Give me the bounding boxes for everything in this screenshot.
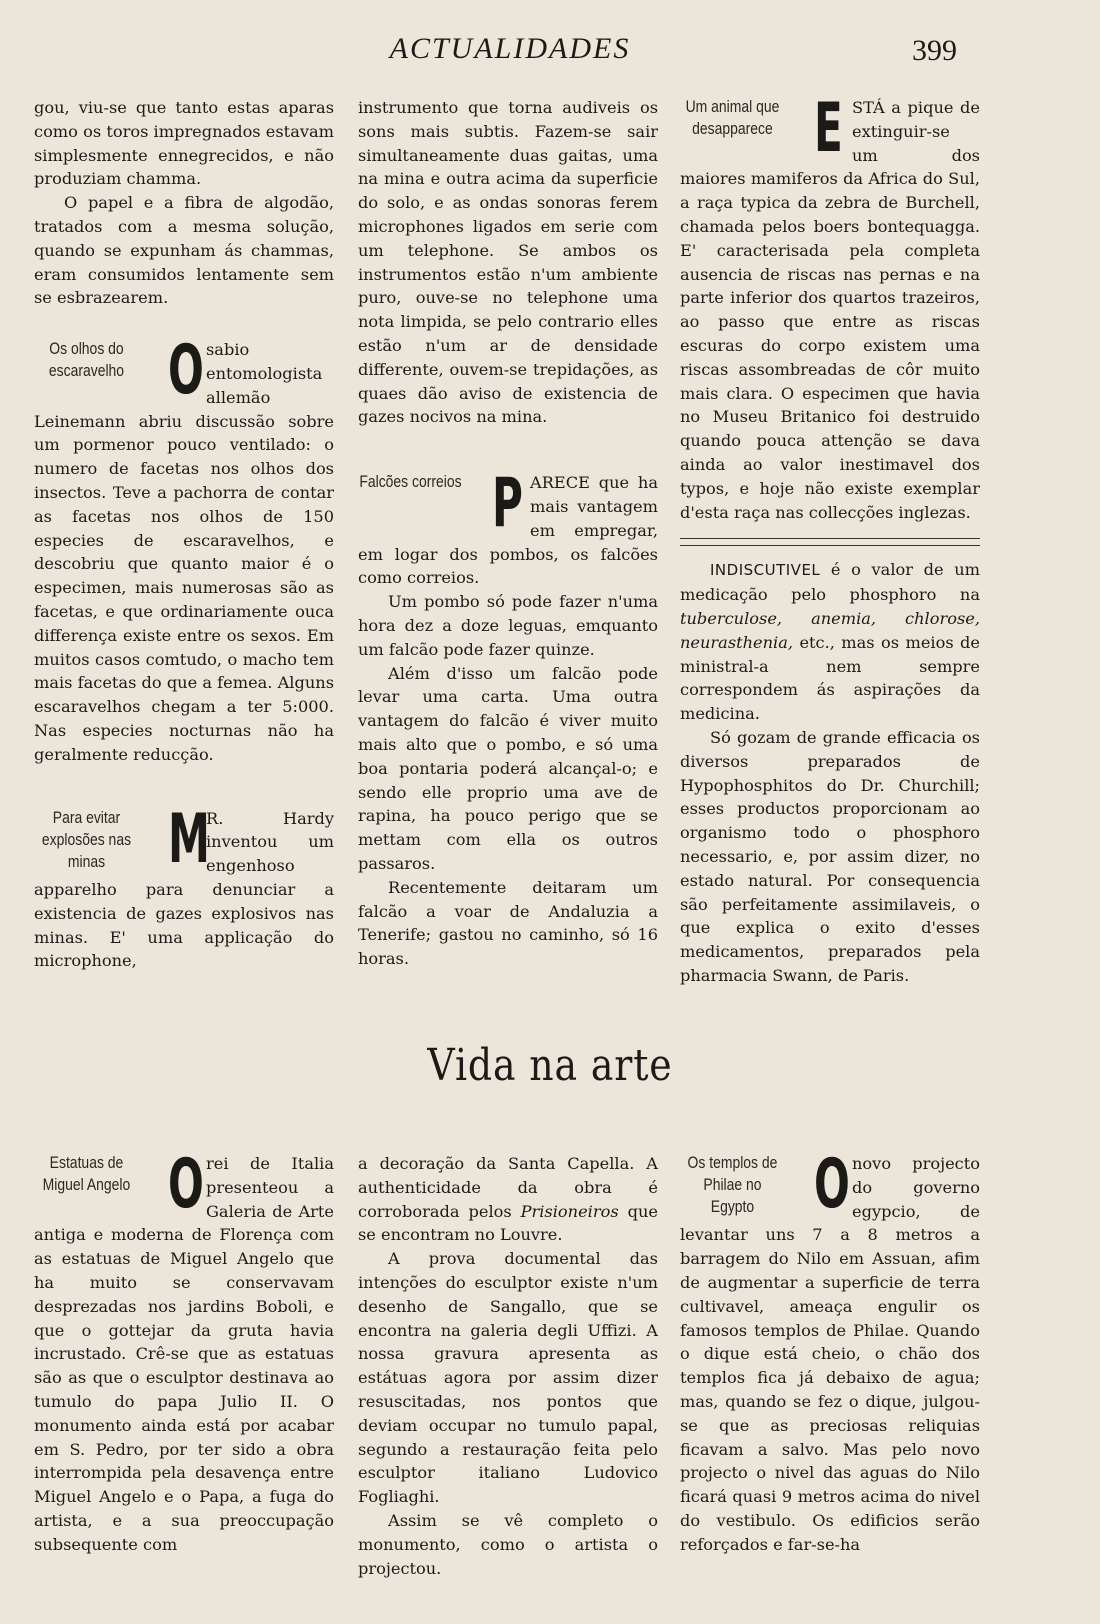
drop-cap: O bbox=[814, 1145, 850, 1224]
top-column-2 bbox=[358, 96, 658, 971]
article-side-title: Estatuas de Miguel Angelo bbox=[42, 1153, 131, 1194]
article-side-title: Os olhos do escaravelho bbox=[48, 339, 125, 381]
lead-in: R. bbox=[206, 808, 224, 828]
drop-cap: O bbox=[168, 1145, 204, 1224]
lead-in: STÁ bbox=[852, 98, 885, 117]
article-evitar-explosoes bbox=[34, 799, 334, 974]
advertisement-hypophosphitos bbox=[680, 558, 980, 987]
article-side-title: Falcões correios bbox=[359, 472, 462, 492]
ad-italic-text: tuberculose, anemia, chlorose, neurasthenia, bbox=[680, 608, 980, 652]
paragraph bbox=[358, 1152, 658, 1247]
top-column-1 bbox=[34, 96, 334, 973]
article-body: Hardy inventou um engenhoso apparelho para denunciar a existencia de gazes explosivos nas minas. E' uma applicação do microphone, bbox=[34, 808, 334, 971]
drop-cap: O bbox=[168, 331, 204, 411]
paragraph: Recentemente deitaram um falcão a voar de Andaluzia a Tenerife; gastou no caminho, só 16 horas. bbox=[358, 877, 658, 969]
article-templos-philae bbox=[680, 1145, 980, 1557]
divider-rule bbox=[680, 538, 980, 546]
drop-cap: M bbox=[168, 799, 210, 879]
bottom-column-3 bbox=[680, 1145, 980, 1557]
bottom-column-1 bbox=[34, 1145, 334, 1557]
paragraph: Um pombo só pode fazer n'uma hora dez a doze leguas, emquanto um falcão pode fazer quinze. bbox=[358, 592, 658, 659]
running-title: ACTUALIDADES bbox=[389, 32, 631, 65]
section-title: Vida na arte bbox=[427, 1040, 673, 1091]
article-olhos-escaravelho bbox=[34, 331, 334, 766]
ad-paragraph bbox=[680, 558, 980, 726]
text-run: a decoração da Santa Capella. A authenticidade da obra é corroborada pelos bbox=[358, 1154, 658, 1221]
lead-in: ARECE bbox=[530, 473, 590, 493]
paragraph: Além d'isso um falcão pode levar uma carta. Uma outra vantagem do falcão é viver muito mais alto que o pombo, e só uma boa pontaria poderá alcançal-o; e sendo elle proprio uma ave de rapina, ha pouco perigo que se mettam com ella os outros passaros. bbox=[358, 663, 658, 873]
paragraph: A prova documental das intenções do esculptor existe n'um desenho de Sangallo, que se encontra na galeria degli Uffizi. A nossa gravura apresenta as estátuas agora por assim dizer resuscitadas, nos pontos que deviam occupar no tumulo papal, segundo a restauração feita pelo esculptor italiano Ludovico Fogliaghi. bbox=[358, 1249, 658, 1507]
article-text: novo projecto do governo egypcio, de levantar uns 7 a 8 metros a barragem do Nilo em Assuan, afim de augmentar a superficie de terra cultivavel, ameaça engulir os famosos templos de Philae. Quando o dique está cheio, o chão dos templos fica já debaixo de agua; mas, quando se fez o dique, julgou-se que as preciosas reliquias ficavam a salvo. Mas pelo novo projecto o nivel das aguas do Nilo ficará quasi 9 metros acima do nivel do vestibulo. Os edificios serão reforçados e far-se-ha bbox=[680, 1154, 980, 1554]
article-estatuas-miguel-angelo bbox=[34, 1145, 334, 1557]
ad-text: é o valor de um medicação pelo phosphoro na bbox=[680, 560, 980, 605]
paragraph: Assim se vê completo o monumento, como o artista o projectou. bbox=[358, 1510, 658, 1578]
drop-cap: P bbox=[492, 464, 523, 544]
article-side-title: Os templos de Philae no Egypto bbox=[687, 1153, 778, 1216]
top-column-3 bbox=[680, 89, 980, 988]
drop-cap: E bbox=[814, 89, 843, 168]
article-text: sabio entomologista allemão Leinemann abriu discussão sobre um pormenor pouco ventilado: o numero de facetas nos olhos dos insectos. Teve a pachorra de contar as facetas nos olhos de 150 especies de escaravelhos, e descobriu que quanto maior é o especimen, mais numerosas são as facetas, e que ordinariamente ouca differença existe entre os sexos. Em muitos casos comtudo, o macho tem mais facetas do que a femea. Alguns escaravelhos chegam a ter 5:000. Nas especies nocturnas não ha geralmente reducção. bbox=[34, 340, 334, 764]
article-side-title: Um animal que desapparece bbox=[685, 97, 780, 138]
article-animal-desapparece bbox=[680, 89, 980, 524]
paragraph: gou, viu-se que tanto estas aparas como os toros impregnados estavam simplesmente ennegrecidos, e não produziam chamma. bbox=[34, 98, 334, 189]
bottom-column-2 bbox=[358, 1152, 658, 1580]
ad-lead: INDISCUTIVEL bbox=[710, 561, 821, 580]
paragraph: instrumento que torna audiveis os sons mais subtis. Fazem-se sair simultaneamente duas gaitas, uma na mina e outra acima da superficie do solo, e as ondas sonoras ferem microphones ligados em serie com um telephone. Se ambos os instrumentos estão n'um ambiente puro, ouve-se no telephone uma nota limpida, se pelo contrario elles estão n'um ar de densidade differente, ouvem-se trepidações, as quaes dão aviso de existencia de gazes nocivos na mina. bbox=[358, 98, 658, 427]
page-number: 399 bbox=[912, 34, 957, 67]
article-side-title: Para evitar explosões nas minas bbox=[41, 807, 132, 871]
paragraph: O papel e a fibra de algodão, tratados com a mesma solução, quando se expunham ás chammas, eram consumidos lentamente sem se esbrazearem. bbox=[34, 193, 334, 308]
text-run: que se encontram no Louvre. bbox=[358, 1201, 658, 1245]
ad-paragraph: Só gozam de grande efficacia os diversos preparados de Hypophosphitos do Dr. Churchill; esses productos proporcionam ao organismo todo o phosphoro necessario, e, por assim dizer, no estado natural. Por consequencia são perfeitamente assimilaveis, o que explica o exito d'esses medicamentos, preparados pela pharmacia Swann, de Paris. bbox=[680, 727, 980, 985]
italic-title: Prisioneiros bbox=[520, 1201, 619, 1221]
article-body: a pique de extinguir-se um dos maiores mamiferos da Africa do Sul, a raça typica da zebra de Burchell, chamada pelos boers bontequagga. E' caracterisada pela completa ausencia de riscas nas pernas e na parte inferior dos quartos trazeiros, ao passo que entre as riscas escuras do corpo existem uma riscas assombreadas de côr muito mais clara. O especimen que havia no Museu Britanico foi destruido quando pouca attenção se dava ainda ao valor inestimavel dos typos, e hoje não existe exemplar d'esta raça nas collecções inglezas. bbox=[680, 98, 980, 522]
article-falcoes-correios bbox=[358, 464, 658, 590]
ad-text: etc., mas os meios de ministral-a nem sempre correspondem ás aspirações da medicina. bbox=[680, 632, 980, 724]
article-body: que ha mais vantagem em empregar, em logar dos pombos, os falcões como correios. bbox=[358, 473, 658, 588]
running-head bbox=[0, 30, 1100, 70]
article-text: rei de Italia presenteou a Galeria de Arte antiga e moderna de Florença com as estatuas de Miguel Angelo que ha muito se conservavam desprezadas nos jardins Boboli, e que o gottejar da gruta havia incrustado. Crê-se que as estatuas são as que o esculptor destinava ao tumulo do papa Julio II. O monumento ainda está por acabar em S. Pedro, por ter sido a obra interrompida pela desavença entre Miguel Angelo e o Papa, a fuga do artista, e a sua preoccupação subsequente com bbox=[34, 1154, 334, 1554]
